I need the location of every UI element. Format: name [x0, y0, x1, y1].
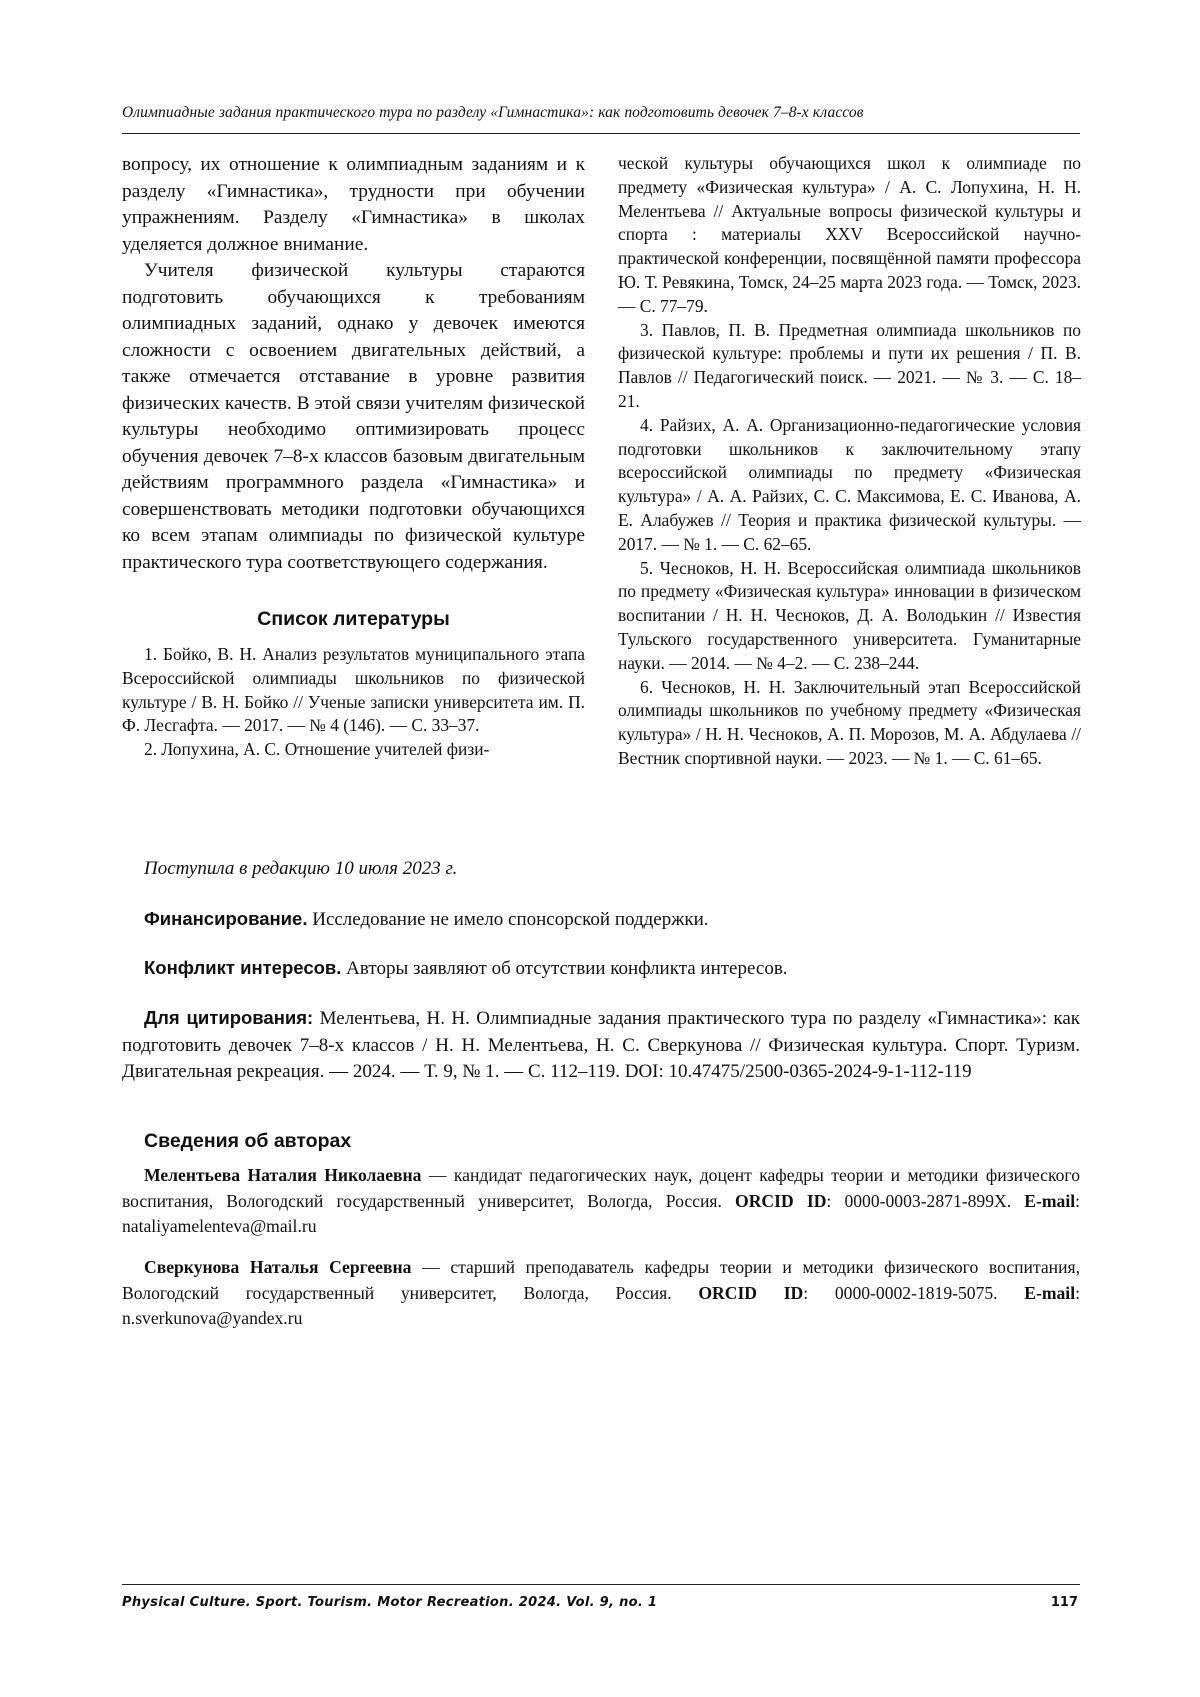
- reference-item: 1. Бойко, В. Н. Анализ результатов муниципального этапа Всероссийской олимпиады школьников по физической культуре / В. Н. Бойко // Ученые записки университета им. П. Ф. Лесгафта. — 2017. — № 4 (146). — С. 33–37.: [122, 644, 585, 736]
- running-title: Олимпиадные задания практического тура по разделу «Гимнастика»: как подготовить девочек 7–8-х классов: [122, 104, 864, 121]
- body-paragraph: вопросу, их отношение к олимпиадным заданиям и к разделу «Гимнастика», трудности при обучении упражнениям. Разделу «Гимнастика» в школах уделяется должное внимание.: [122, 154, 585, 255]
- author-details: — старший преподаватель кафедры теории и методики физического воспитания, Вологодский государственный университет, Вологда, Россия.: [122, 1257, 1080, 1303]
- email-value: : nataliyamelenteva@mail.ru: [122, 1190, 1080, 1236]
- left-column: [122, 152, 585, 762]
- funding-text: Исследование не имело спонсорской поддержки.: [307, 909, 709, 930]
- author-name: Мелентьева Наталия Николаевна: [144, 1165, 422, 1185]
- email-label: E-mail: [1024, 1282, 1076, 1303]
- author-info: [122, 1255, 1080, 1332]
- citation-note: [122, 1005, 1080, 1086]
- reference-item: ческой культуры обучающихся школ к олимпиаде по предмету «Физическая культура» / А. С. Лопухина, Н. Н. Мелентьева // Актуальные вопросы физической культуры и спорта : материалы XXV Всероссийской научно-практической конференции, посвящённой памяти профессора Ю. Т. Ревякина, Томск, 24–25 марта 2023 года. — Томск, 2023. — С. 77–79.: [618, 153, 1081, 316]
- citation-text: Мелентьева, Н. Н. Олимпиадные задания практического тура по разделу «Гимнастика»: как подготовить девочек 7–8-х классов / Н. Н. Мелентьева, Н. С. Сверкунова // Физическая культура. Спорт. Туризм. Двигательная рекреация. — 2024. — Т. 9, № 1. — С. 112–119. DOI: 10.47475/2500-0365-2024-9-1-112-119: [122, 1008, 1080, 1082]
- reference-item: 6. Чесноков, Н. Н. Заключительный этап Всероссийской олимпиады школьников по учебному предмету «Физическая культура» / Н. Н. Чесноков, А. П. Морозов, М. А. Абдулаева // Вестник спортивной науки. — 2023. — № 1. — С. 61–65.: [618, 676, 1081, 768]
- received-date: Поступила в редакцию 10 июля 2023 г.: [144, 858, 458, 879]
- body-text: [122, 152, 585, 576]
- header-divider: [122, 133, 1080, 134]
- conflict-note: [122, 955, 1080, 983]
- email-value: : n.sverkunova@yandex.ru: [122, 1282, 1080, 1328]
- reference-item: 4. Райзих, А. А. Организационно-педагогические условия подготовки школьников к заключительному этапу всероссийской олимпиады по предмету «Физическая культура» / А. А. Райзих, С. С. Максимова, Е. С. Иванова, А. Е. Алабужев // Теория и практика физической культуры. — 2017. — № 1. — С. 62–65.: [618, 414, 1081, 554]
- references-list-right: [618, 152, 1081, 771]
- references-list-left: [122, 643, 585, 762]
- email-label: E-mail: [1024, 1190, 1076, 1211]
- author-details: — кандидат педагогических наук, доцент кафедры теории и методики физического воспитания, Вологодский государственный университет, Вологда, Россия.: [122, 1165, 1080, 1211]
- conflict-label: Конфликт интересов.: [144, 957, 342, 978]
- orcid-value: : 0000-0002-1819-5075.: [803, 1282, 1025, 1303]
- funding-note: [122, 906, 1080, 934]
- orcid-label: ORCID ID: [698, 1282, 804, 1303]
- funding-label: Финансирование.: [144, 908, 308, 929]
- reference-item: 3. Павлов, П. В. Предметная олимпиада школьников по физической культуре: проблемы и пути их решения / П. В. Павлов // Педагогический поиск. — 2021. — № 3. — С. 18–21.: [618, 319, 1081, 411]
- orcid-value: : 0000-0003-2871-899X.: [826, 1190, 1025, 1211]
- reference-item: 5. Чесноков, Н. Н. Всероссийская олимпиада школьников по предмету «Физическая культура» инновации в физическом воспитании / Н. Н. Чесноков, Д. А. Володькин // Известия Тульского государственного университета. Гуманитарные науки. — 2014. — № 4–2. — С. 238–244.: [618, 557, 1081, 673]
- right-column: [618, 152, 1081, 771]
- reference-item: 2. Лопухина, А. С. Отношение учителей физи-: [144, 739, 490, 760]
- journal-footer: Physical Culture. Sport. Tourism. Motor Recreation. 2024. Vol. 9, no. 1: [122, 1595, 658, 1610]
- footer-divider: [122, 1584, 1080, 1585]
- orcid-label: ORCID ID: [735, 1190, 827, 1211]
- authors-title: Сведения об авторах: [144, 1130, 352, 1152]
- references-title: Список литературы: [257, 608, 450, 630]
- citation-label: Для цитирования:: [144, 1007, 314, 1028]
- author-info: [122, 1163, 1080, 1240]
- author-name: Сверкунова Наталья Сергеевна: [144, 1257, 412, 1277]
- conflict-text: Авторы заявляют об отсутствии конфликта интересов.: [341, 958, 788, 979]
- body-paragraph: Учителя физической культуры стараются подготовить обучающихся к требованиям олимпиадных заданий, однако у девочек имеются сложности с освоением двигательных действий, а также отмечается отставание в уровне развития физических качеств. В этой связи учителям физической культуры необходимо оптимизировать процесс обучения девочек 7–8-х классов базовым двигательным действиям программного раздела «Гимнастика» и совершенствовать методики подготовки обучающихся ко всем этапам олимпиады по физической культуре практического тура соответствующего содержания.: [122, 260, 585, 573]
- page-number: 117: [1050, 1595, 1078, 1610]
